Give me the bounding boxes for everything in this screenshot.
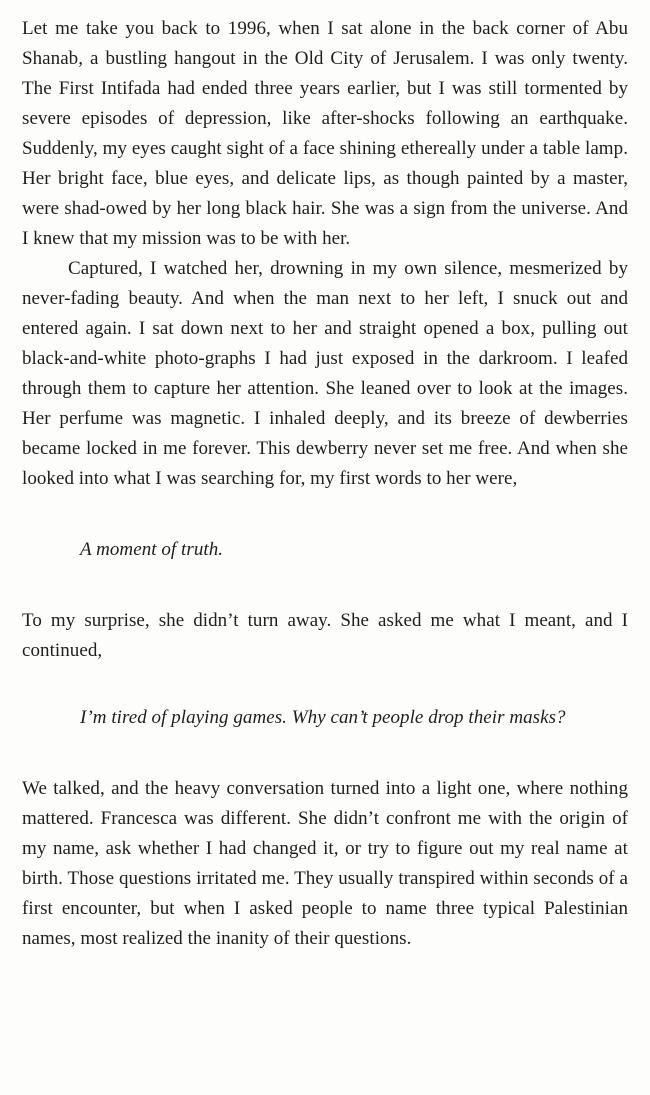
- paragraph-4: We talked, and the heavy conversation turned into a light one, where nothing mattered. Francesca was different. She didn’t confront me with the origin of my name, ask whether I had changed it, or try to figure out my real name at birth. Those questions irritated me. They usually transpired within seconds of a first encounter, but when I asked people to name three typical Palestinian names, most realized the inanity of their questions.: [22, 778, 628, 949]
- paragraph-3: To my surprise, she didn’t turn away. She asked me what I meant, and I continued,: [22, 610, 628, 661]
- quote-moment-of-truth: A moment of truth.: [80, 539, 224, 560]
- quote-masks: I’m tired of playing games. Why can’t people drop their masks?: [80, 707, 566, 728]
- book-page: [22, 14, 628, 954]
- paragraph-1: Let me take you back to 1996, when I sat alone in the back corner of Abu Shanab, a bustling hangout in the Old City of Jerusalem. I was only twenty. The First Intifada had ended three years earlier, but I was still tormented by severe episodes of depression, like after-shocks following an earthquake. Suddenly, my eyes caught sight of a face shining ethereally under a table lamp. Her bright face, blue eyes, and delicate lips, as though painted by a master, were shad-owed by her long black hair. She was a sign from the universe. And I knew that my mission was to be with her.: [22, 18, 628, 249]
- paragraph-2: Captured, I watched her, drowning in my own silence, mesmerized by never-fading beauty. And when the man next to her left, I snuck out and entered again. I sat down next to her and straight opened a box, pulling out black-and-white photo-graphs I had just exposed in the darkroom. I leafed through them to capture her attention. She leaned over to look at the images. Her perfume was magnetic. I inhaled deeply, and its breeze of dewberries became locked in me forever. This dewberry never set me free. And when she looked into what I was searching for, my first words to her were,: [22, 258, 628, 489]
